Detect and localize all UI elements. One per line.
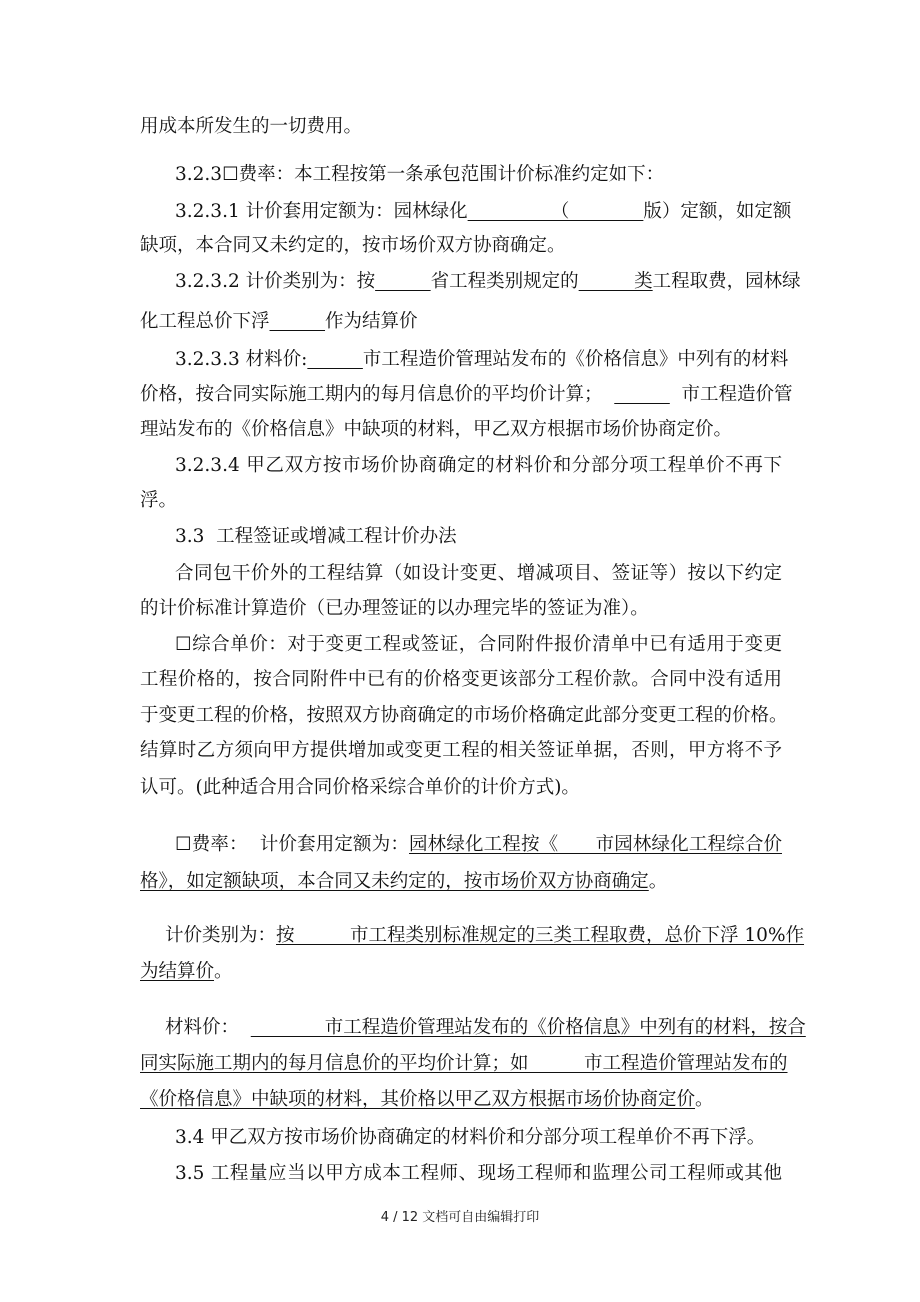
- text-segment: 。: [695, 1089, 714, 1110]
- text-segment: 工程价格的，按合同附件中已有的价格变更该部分工程价款。合同中没有适用: [140, 669, 782, 690]
- text-segment: 用成本所发生的一切费用。: [140, 116, 363, 137]
- text-segment: 价格，按合同实际施工期内的每月信息价的平均价计算；: [140, 384, 615, 405]
- paragraph-line: [140, 870, 782, 894]
- text-segment: 3.2.3.1 计价套用定额为：园林绿化: [175, 201, 468, 222]
- underlined-text: 按 市工程类别标准规定的三类工程取费，总价下浮 10%作: [276, 925, 805, 946]
- paragraph-line: [175, 1126, 782, 1150]
- text-segment: 3.4 甲乙双方按市场价协商确定的材料价和分部分项工程单价不再下浮。: [175, 1127, 766, 1148]
- text-segment: 3.2.3.3 材料价:: [175, 349, 308, 370]
- underlined-text: 同实际施工期内的每月信息价的平均价计算；如 市工程造价管理站发布的: [140, 1053, 788, 1074]
- paragraph-line: [175, 200, 792, 224]
- paragraph-line: [175, 454, 782, 478]
- underlined-text: 格》，如定额缺项，本合同又未约定的，按市场价双方协商确定: [140, 871, 649, 892]
- paragraph-line: [140, 1052, 788, 1076]
- paragraph-line: [140, 115, 782, 139]
- text-segment: 结算时乙方须向甲方提供增加或变更工程的相关签证单据，否则，甲方将不予: [140, 740, 782, 761]
- text-segment: ☐费率： 计价套用定额为：: [175, 834, 410, 855]
- underlined-text: [375, 271, 431, 292]
- text-segment: 材料价：: [165, 1017, 251, 1038]
- text-segment: 3.5 工程量应当以甲方成本工程师、现场工程师和监理公司工程师或其他: [175, 1163, 782, 1184]
- text-segment: 合同包干价外的工程结算（如设计变更、增减项目、签证等）按以下约定: [175, 563, 782, 584]
- text-segment: 3.2.3.2 计价类别为：按: [175, 271, 376, 292]
- underlined-text: （: [467, 201, 644, 222]
- paragraph-line: [165, 924, 805, 948]
- text-segment: 缺项，本合同又未约定的，按市场价双方协商确定。: [140, 235, 566, 256]
- paragraph-line: [140, 489, 782, 513]
- paragraph-line: [140, 597, 782, 621]
- text-segment: 3.2.3☐费率：本工程按第一条承包范围计价标准约定如下：: [175, 164, 665, 185]
- underlined-text: 园林绿化工程按《 市园林绿化工程综合价: [409, 834, 782, 855]
- text-segment: 。: [648, 871, 668, 892]
- text-segment: 版）定额，如定额: [643, 201, 792, 222]
- text-segment: ☐综合单价：对于变更工程或签证，合同附件报价清单中已有适用于变更: [175, 634, 782, 655]
- paragraph-line: [175, 525, 782, 549]
- paragraph-line: [140, 668, 782, 692]
- text-segment: 工程取费，园林绿: [652, 271, 801, 292]
- paragraph-line: [140, 1088, 782, 1112]
- text-segment: 省工程类别规定的: [430, 271, 579, 292]
- paragraph-line: [140, 960, 782, 984]
- text-segment: 作为结算价: [325, 311, 418, 332]
- text-segment: 的计价标准计算造价（已办理签证的以办理完毕的签证为准）。: [140, 598, 649, 619]
- text-segment: 于变更工程的价格，按照双方协商确定的市场价格确定此部分变更工程的价格。: [140, 705, 788, 726]
- underlined-text: [270, 311, 326, 332]
- text-segment: 认可。(此种适合用合同价格采综合单价的计价方式)。: [140, 777, 580, 798]
- paragraph-line: [140, 776, 782, 800]
- underlined-text: 为结算价: [140, 961, 215, 982]
- paragraph-line: [175, 1162, 782, 1186]
- underlined-text: 市工程造价管理站发布的《价格信息》中列有的材料，按合: [250, 1017, 806, 1038]
- text-segment: 化工程总价下浮: [140, 311, 270, 332]
- text-segment: 市工程造价管: [669, 384, 793, 405]
- paragraph-line: [140, 310, 782, 334]
- paragraph-line: [175, 833, 782, 857]
- paragraph-line: [165, 1016, 806, 1040]
- paragraph-line: [175, 562, 782, 586]
- underlined-text: 《价格信息》中缺项的材料，其价格以甲乙双方根据市场价协商定价: [140, 1089, 696, 1110]
- paragraph-line: [140, 234, 782, 258]
- text-segment: 理站发布的《价格信息》中缺项的材料，甲乙双方根据市场价协商定价。: [140, 419, 733, 440]
- text-segment: 3.3 工程签证或增减工程计价办法: [175, 526, 457, 547]
- text-segment: 计价类别为：: [165, 925, 277, 946]
- text-segment: 市工程造价管理站发布的《价格信息》中列有的材料: [362, 349, 789, 370]
- underlined-text: [307, 349, 363, 370]
- page-footer: 4 / 12 文档可自由编辑打印: [380, 1210, 540, 1225]
- text-segment: 。: [214, 961, 233, 982]
- underlined-text: [614, 384, 670, 405]
- paragraph-line: [175, 163, 782, 187]
- underlined-text: 类: [578, 271, 653, 292]
- paragraph-line: [175, 348, 789, 372]
- paragraph-line: [140, 383, 793, 407]
- text-segment: 浮。: [140, 490, 178, 511]
- paragraph-line: [175, 270, 801, 294]
- paragraph-line: [140, 418, 782, 442]
- text-segment: 3.2.3.4 甲乙双方按市场价协商确定的材料价和分部分项工程单价不再下: [175, 455, 782, 476]
- paragraph-line: [140, 704, 788, 728]
- paragraph-line: [140, 739, 782, 763]
- paragraph-line: [175, 633, 782, 657]
